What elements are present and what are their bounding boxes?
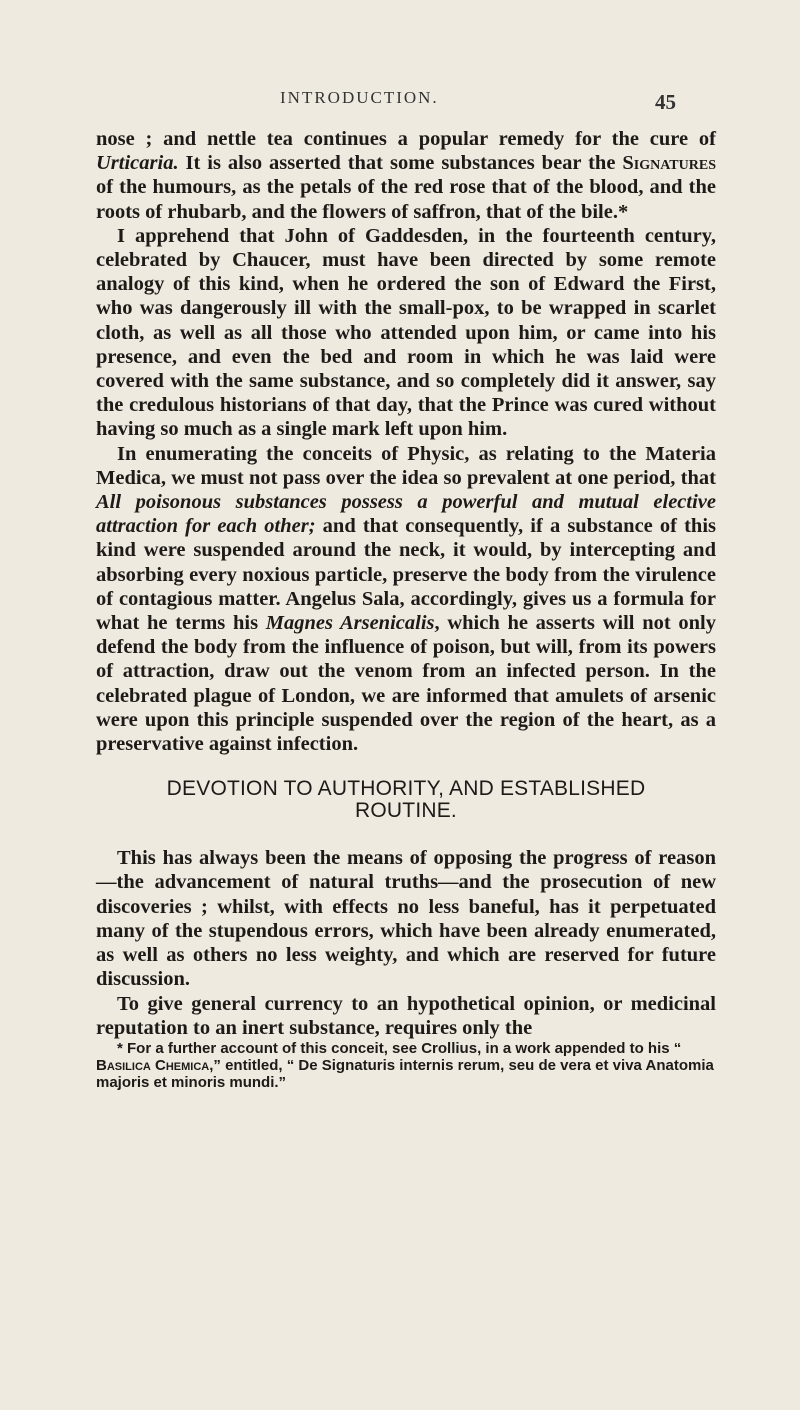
small-caps-title: Basilica Chemica: [96, 1056, 210, 1074]
text-run: of the humours, as the petals of the red rose that of the blood, and the roots of rhubarb, and the flowers of saffron, that of the bile.*: [96, 176, 716, 223]
paragraph-2: I apprehend that John of Gaddesden, in the fourteenth century, celebrated by Chaucer, must have been directed by some remote analogy of this kind, when he ordered the son of Edward the First, who was dangerously ill with the small-pox, to be wrapped in scarlet cloth, as well as all those who attended upon him, or came into his presence, and even the bed and room in which he was laid were covered with the same substance, and so completely did it answer, say the credulous historians of that day, that the Prince was cured without having so much as a single mark left upon him.: [96, 224, 716, 441]
small-caps-term: Signatures: [622, 152, 716, 175]
page-number: 45: [655, 90, 676, 114]
heading-line: DEVOTION TO AUTHORITY, AND ESTABLISHED: [166, 777, 646, 801]
paragraph-3: [96, 442, 716, 757]
section-heading: [96, 778, 716, 822]
italic-term: Urticaria.: [96, 152, 179, 175]
text-run: and that consequently, if a substance of this kind were suspended around the neck, it would, by intercepting and absorbing every noxious particle, preserve the body from the virulence of contagious matter. Angelus Sala, accordingly, gives us a formula for what he terms his: [96, 515, 716, 635]
text-run: In enumerating the conceits of Physic, as relating to the Materia Medica, we must not pass over the idea so prevalent at one period, that: [96, 442, 716, 489]
text-run: ,” entitled, “ De Signaturis internis rerum, seu de vera et viva Anatomia majoris et minoris mundi.”: [96, 1056, 714, 1091]
italic-quote: All poisonous substances possess a powerful and mutual elective attraction for each other;: [96, 491, 716, 538]
footnote: [96, 1040, 716, 1091]
heading-line: ROUTINE.: [355, 799, 457, 823]
italic-term: Magnes Arsenicalis: [265, 612, 435, 635]
running-head: INTRODUCTION.: [280, 88, 439, 107]
text-run: * For a further account of this conceit, see Crollius, in a work appended to his “: [117, 1039, 682, 1057]
text-run: nose ; and nettle tea continues a popular remedy for the cure of: [96, 128, 716, 150]
paragraph-1: [96, 127, 716, 224]
body-text: [96, 127, 716, 1091]
text-run: It is also asserted that some substances bear the: [178, 152, 623, 175]
paragraph-4: This has always been the means of opposing the progress of reason—the advancement of natural truths—and the prosecution of new discoveries ; whilst, with effects no less baneful, has it perpetuated many of the stupendous errors, which have been already enumerated, as well as others no less weighty, and which are reserved for future discussion.: [96, 847, 716, 991]
text-run: , which he asserts will not only defend the body from the influence of poison, but will, from its powers of attraction, draw out the venom from an infected person. In the celebrated plague of London, we are informed that amulets of arsenic were upon this principle suspended over the region of the heart, as a preservative against infection.: [96, 612, 716, 756]
paragraph-5: To give general currency to an hypothetical opinion, or medicinal reputation to an inert substance, requires only the: [96, 992, 716, 1039]
